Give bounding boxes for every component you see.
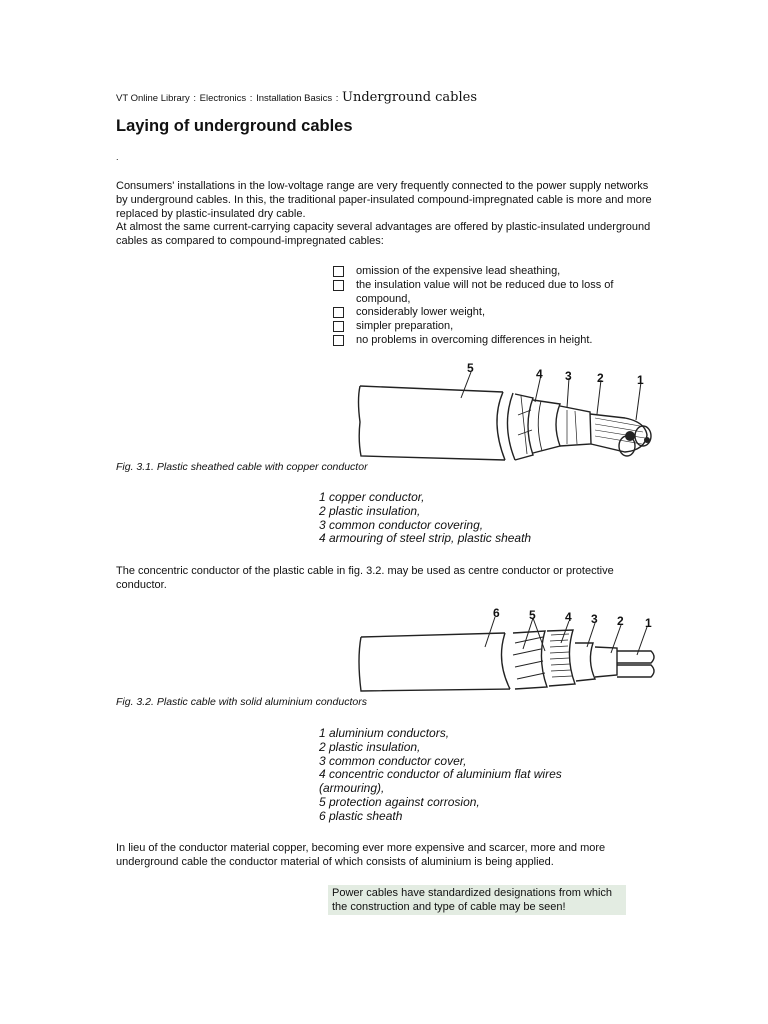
intro-text-2: At almost the same current-carrying capacity several advantages are offered by plastic-insulated underground cables as compared to compound-impregnated cables: [116,221,651,248]
breadcrumb-item-electronics[interactable]: Electronics [199,93,247,104]
breadcrumb [116,90,477,105]
checkbox-icon [333,335,344,346]
note-box: Power cables have standardized designations from which the construction and type of cable may be seen! [328,885,626,915]
list-item [332,306,662,320]
legend-item: 4 concentric conductor of aluminium flat wires (armouring), [319,767,562,796]
breadcrumb-separator: : [249,93,253,104]
figure-cable-aluminium [355,603,665,695]
figure-label-3: 3 [591,612,598,626]
list-item [332,334,662,348]
figure-label-4: 4 [565,610,572,624]
list-item-text: no problems in overcoming differences in height. [356,333,593,346]
list-item [332,265,662,279]
page-title: Laying of underground cables [116,117,353,135]
legend-item: 6 plastic sheath [319,808,403,823]
list-item [332,320,662,334]
breadcrumb-separator: : [193,93,197,104]
breadcrumb-separator: : [335,93,339,104]
legend-item: 3 common conductor covering, [319,517,484,532]
figure-legend [319,491,619,546]
list-item-text: considerably lower weight, [356,306,486,319]
breadcrumb-item-library[interactable]: VT Online Library [116,93,190,104]
list-item [332,279,662,307]
breadcrumb-current: Underground cables [342,90,478,105]
legend-item: 4 armouring of steel strip, plastic sheath [319,531,532,546]
checkbox-icon [333,307,344,318]
legend-item: 1 aluminium conductors, [319,726,450,740]
figure-caption: Fig. 3.1. Plastic sheathed cable with copper conductor [116,461,368,473]
concentric-paragraph: The concentric conductor of the plastic cable in fig. 3.2. may be used as centre conductor or protective conductor. [116,565,614,591]
legend-item: 2 plastic insulation, [319,739,421,754]
figure-cable-copper [355,360,665,464]
advantages-list [332,265,662,348]
list-item-text: omission of the expensive lead sheathing, [356,265,561,277]
figure-label-5: 5 [529,608,536,622]
legend-item: 1 copper conductor, [319,490,425,504]
checkbox-icon [333,266,344,277]
checkbox-icon [333,321,344,332]
intro-text-1: Consumers' installations in the low-voltage range are very frequently connected to the power supply networks by underground cables. In this, the traditional paper-insulated compound-impregnated cable is more and more replaced by plastic-insulated dry cable. [116,180,652,220]
intro-paragraph [116,180,656,249]
legend-item: 2 plastic insulation, [319,503,421,518]
figure-label-1: 1 [637,373,644,387]
figure-label-1: 1 [645,616,652,630]
figure-label-3: 3 [565,369,572,383]
aluminium-paragraph: In lieu of the conductor material copper, becoming ever more expensive and scarcer, more and more underground cable the conductor material of which consists of aluminium is being applied. [116,842,606,868]
list-item-text: the insulation value will not be reduced due to loss of compound, [356,278,614,305]
figure-label-4: 4 [536,367,543,381]
stray-dot: . [116,152,119,162]
figure-label-2: 2 [617,614,624,628]
figure-legend [319,727,619,824]
checkbox-icon [333,280,344,291]
figure-label-5: 5 [467,361,474,375]
figure-caption: Fig. 3.2. Plastic cable with solid aluminium conductors [116,696,367,708]
legend-item: 3 common conductor cover, [319,753,467,768]
figure-label-2: 2 [597,371,604,385]
legend-item: 5 protection against corrosion, [319,794,480,809]
figure-label-6: 6 [493,606,500,620]
list-item-text: simpler preparation, [356,320,454,333]
breadcrumb-item-installation-basics[interactable]: Installation Basics [256,93,333,104]
